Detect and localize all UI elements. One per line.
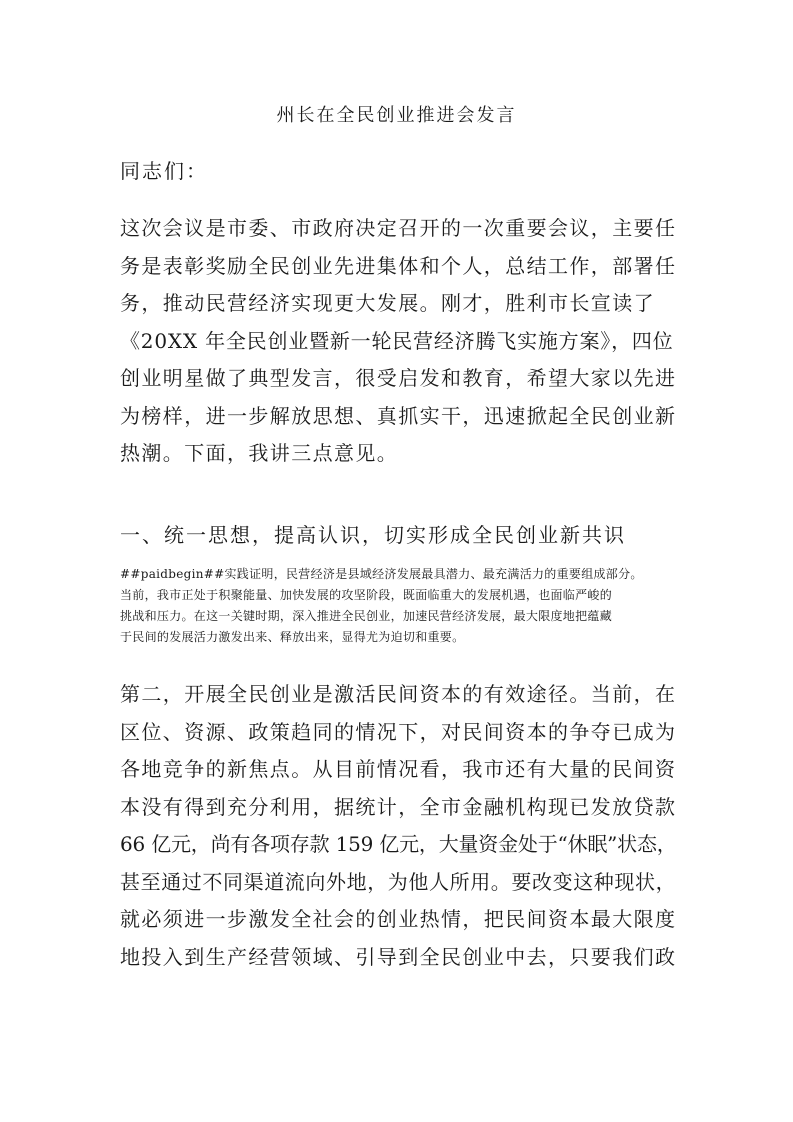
section-heading-1: 一、统一思想，提高认识，切实形成全民创业新共识 [120,523,626,547]
paragraph-line: 第二，开展全民创业是激活民间资本的有效途径。当前，在 [120,682,677,706]
paragraph-line: 《20XX 年全民创业暨新一轮民营经济腾飞实施方案》，四位 [120,328,674,353]
paragraph-line: 就必须进一步激发全社会的创业热情，把民间资本最大限度 [120,907,677,931]
paragraph-line: 当前，我市正处于积聚能量、加快发展的攻坚阶段，既面临重大的发展机遇，也面临严峻的 [120,588,613,602]
paragraph-line: 于民间的发展活力激发出来、释放出来，显得尤为迫切和重要。 [120,630,465,644]
paragraph-line: ##paidbegin##实践证明，民营经济是县域经济发展最具潜力、最充满活力的重要组成部分。 [120,567,643,581]
paragraph-small [120,564,677,648]
paragraph-line: 各地竞争的新焦点。从目前情况看，我市还有大量的民间资 [120,757,677,781]
paragraph-line: 热潮。下面，我讲三点意见。 [120,441,399,465]
paragraph-intro [120,210,677,473]
paragraph-line: 甚至通过不同渠道流向外地，为他人所用。要改变这种现状， [120,869,677,894]
paragraph-second [120,676,677,976]
paragraph-line: 这次会议是市委、市政府决定召开的一次重要会议，主要任 [120,216,677,240]
paragraph-line: 挑战和压力。在这一关键时期，深入推进全民创业，加速民营经济发展，最大限度地把蕴藏 [120,609,613,623]
paragraph-line: 地投入到生产经营领域、引导到全民创业中去，只要我们政 [120,944,677,969]
paragraph-line: 务，推动民营经济实现更大发展。刚才，胜利市长宣读了 [120,291,655,315]
paragraph-line: 为榜样，进一步解放思想、真抓实干，迅速掀起全民创业新 [120,403,677,428]
salutation: 同志们： [120,159,208,183]
paragraph-line: 66 亿元，尚有各项存款 159 亿元，大量资金处于“休眠”状态， [120,832,677,856]
paragraph-line: 本没有得到充分利用，据统计，全市金融机构现已发放贷款 [120,794,677,819]
paragraph-line: 创业明星做了典型发言，很受启发和教育，希望大家以先进 [120,366,677,390]
document-title: 州长在全民创业推进会发言 [276,105,517,126]
paragraph-line: 务是表彰奖励全民创业先进集体和个人，总结工作，部署任 [120,253,677,278]
paragraph-line: 区位、资源、政策趋同的情况下，对民间资本的争夺已成为 [120,719,677,744]
